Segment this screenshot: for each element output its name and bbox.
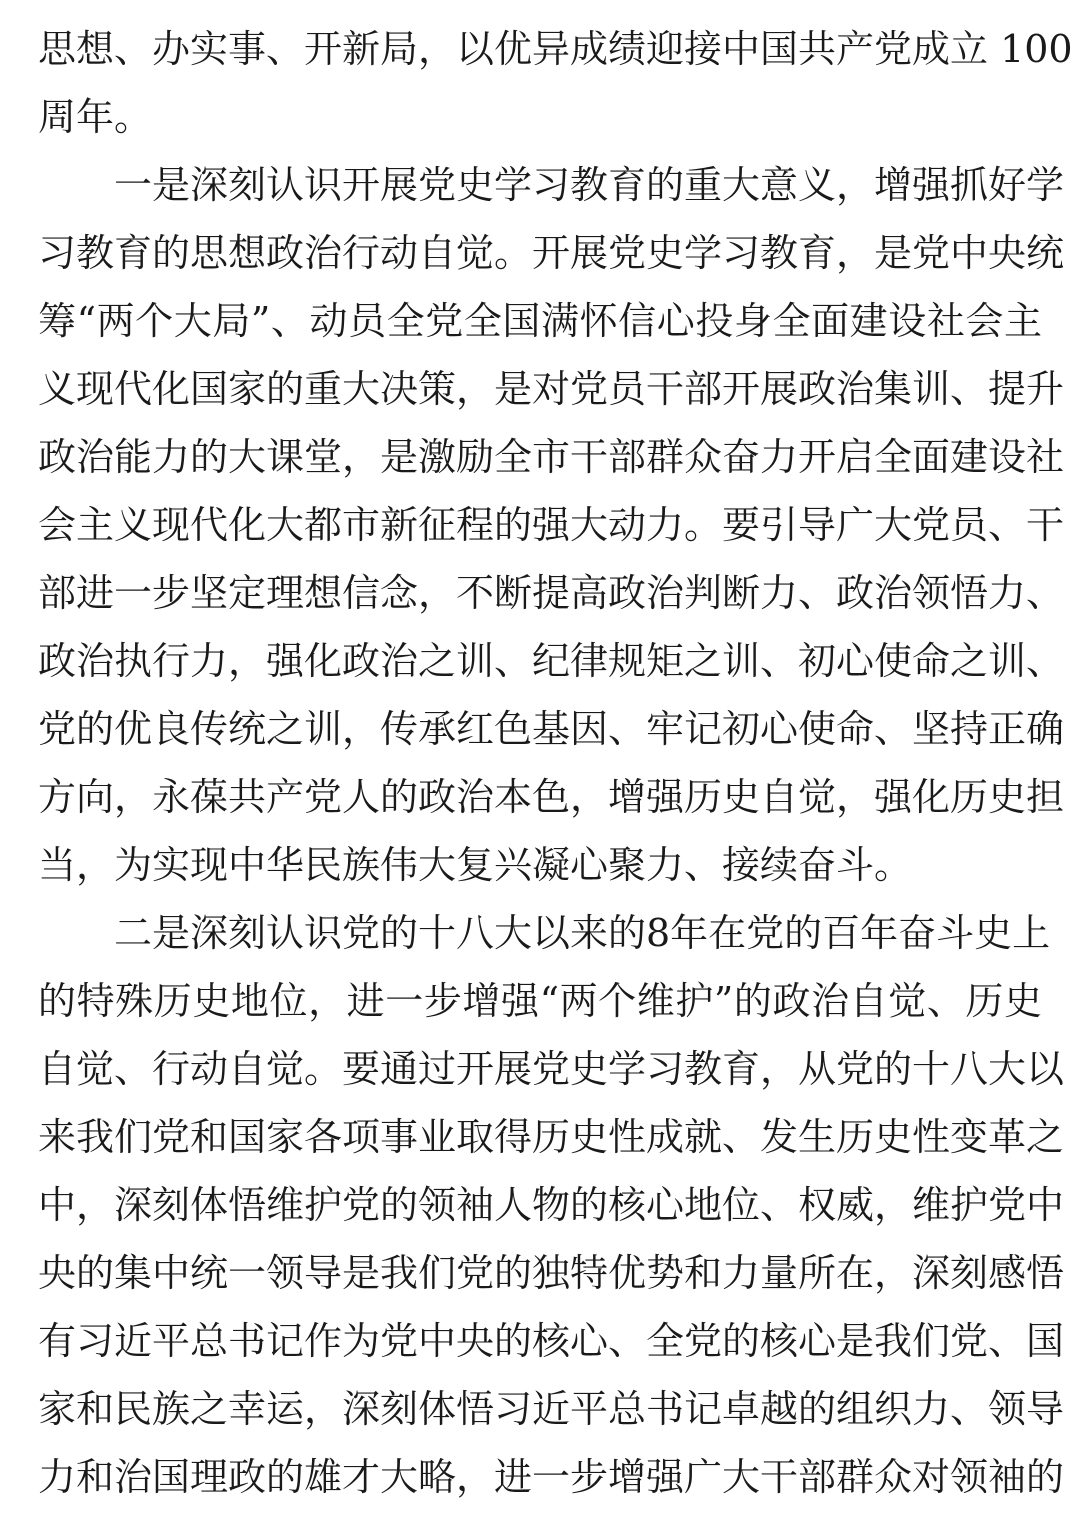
text-line: 义现代化国家的重大决策，是对党员干部开展政治集训、提升 xyxy=(38,367,1065,411)
paragraph-first-line: 一是深刻认识开展党史学习教育的重大意义，增强抓好学 xyxy=(114,163,1065,207)
text-line: 筹“两个大局”、动员全党全国满怀信心投身全面建设社会主 xyxy=(38,299,1042,343)
paragraph-first-line: 二是深刻认识党的十八大以来的8年在党的百年奋斗史上 xyxy=(114,911,1051,955)
text-line: 周年。 xyxy=(38,95,153,139)
text-line: 央的集中统一领导是我们党的独特优势和力量所在，深刻感悟 xyxy=(38,1251,1065,1295)
text-line: 会主义现代化大都市新征程的强大动力。要引导广大党员、干 xyxy=(38,503,1065,547)
text-line: 方向，永葆共产党人的政治本色，增强历史自觉，强化历史担 xyxy=(38,775,1065,819)
text-line: 党的优良传统之训，传承红色基因、牢记初心使命、坚持正确 xyxy=(38,707,1065,751)
text-line: 有习近平总书记作为党中央的核心、全党的核心是我们党、国 xyxy=(38,1319,1065,1363)
text-line: 部进一步坚定理想信念，不断提高政治判断力、政治领悟力、 xyxy=(38,571,1065,615)
text-line: 力和治国理政的雄才大略，进一步增强广大干部群众对领袖的 xyxy=(38,1455,1065,1499)
text-line: 中，深刻体悟维护党的领袖人物的核心地位、权威，维护党中 xyxy=(38,1183,1065,1227)
text-line: 政治能力的大课堂，是激励全市干部群众奋力开启全面建设社 xyxy=(38,435,1065,479)
text-line: 习教育的思想政治行动自觉。开展党史学习教育，是党中央统 xyxy=(38,231,1065,275)
text-line: 思想、办实事、开新局，以优异成绩迎接中国共产党成立 100 xyxy=(38,27,1073,71)
text-line: 自觉、行动自觉。要通过开展党史学习教育，从党的十八大以 xyxy=(38,1047,1065,1091)
text-line: 家和民族之幸运，深刻体悟习近平总书记卓越的组织力、领导 xyxy=(38,1387,1065,1431)
text-line: 政治执行力，强化政治之训、纪律规矩之训、初心使命之训、 xyxy=(38,639,1065,683)
text-line: 的特殊历史地位，进一步增强“两个维护”的政治自觉、历史 xyxy=(38,979,1042,1023)
text-line: 来我们党和国家各项事业取得历史性成就、发生历史性变革之 xyxy=(38,1115,1065,1159)
text-line: 当，为实现中华民族伟大复兴凝心聚力、接续奋斗。 xyxy=(38,843,913,887)
